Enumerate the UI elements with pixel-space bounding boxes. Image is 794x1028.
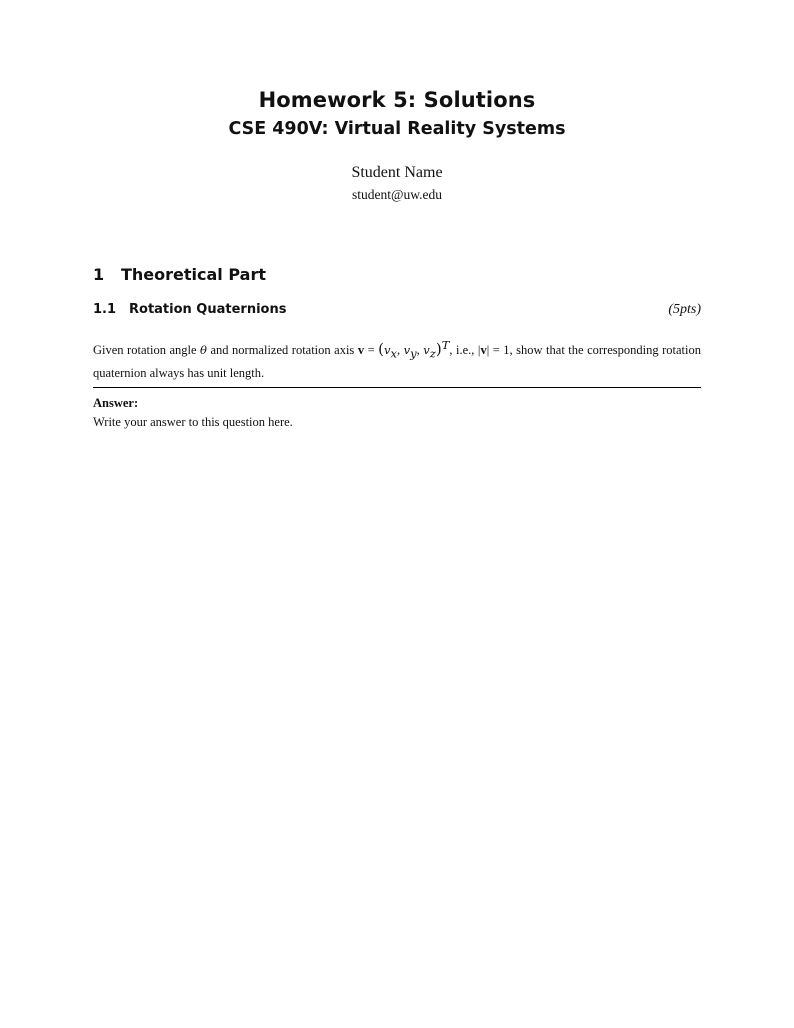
close-paren: ) xyxy=(435,340,442,359)
course-subtitle: CSE 490V: Virtual Reality Systems xyxy=(228,119,566,139)
transpose-superscript: T xyxy=(441,338,450,352)
comma: , xyxy=(397,343,404,358)
section-heading xyxy=(93,265,266,284)
answer-label: Answer: xyxy=(93,396,139,410)
vz-subscript: z xyxy=(429,346,436,361)
vy-subscript: y xyxy=(410,346,417,361)
question-fragment: and normalized rotation axis xyxy=(206,343,358,358)
vz-symbol: v xyxy=(423,343,430,358)
document-title: Homework 5: Solutions xyxy=(258,88,536,112)
subsection-heading xyxy=(93,302,286,317)
subsection-number: 1.1 xyxy=(93,302,117,317)
answer-text: Write your answer to this question here. xyxy=(93,415,293,429)
open-paren: ( xyxy=(378,340,385,359)
horizontal-rule xyxy=(93,387,701,388)
vector-v: v xyxy=(480,343,487,358)
subsection-title: Rotation Quaternions xyxy=(129,302,287,317)
vx-subscript: x xyxy=(390,346,398,361)
question-text xyxy=(93,336,701,383)
vx-symbol: v xyxy=(384,343,391,358)
vector-v: v xyxy=(357,343,365,358)
question-fragment: Given rotation angle xyxy=(93,343,201,358)
vy-symbol: v xyxy=(403,343,411,358)
section-number: 1 xyxy=(93,265,105,284)
points-label: (5pts) xyxy=(668,302,701,317)
question-fragment: , i.e., | xyxy=(449,343,481,358)
theta-symbol: θ xyxy=(200,343,207,358)
section-title: Theoretical Part xyxy=(121,265,266,284)
student-name: Student Name xyxy=(351,164,443,181)
student-email: student@uw.edu xyxy=(352,187,442,202)
equals-sign: = xyxy=(364,343,379,358)
question-fragment: | = 1, show that the corresponding rotation quaternion always has unit length. xyxy=(93,343,701,380)
comma: , xyxy=(416,343,424,358)
